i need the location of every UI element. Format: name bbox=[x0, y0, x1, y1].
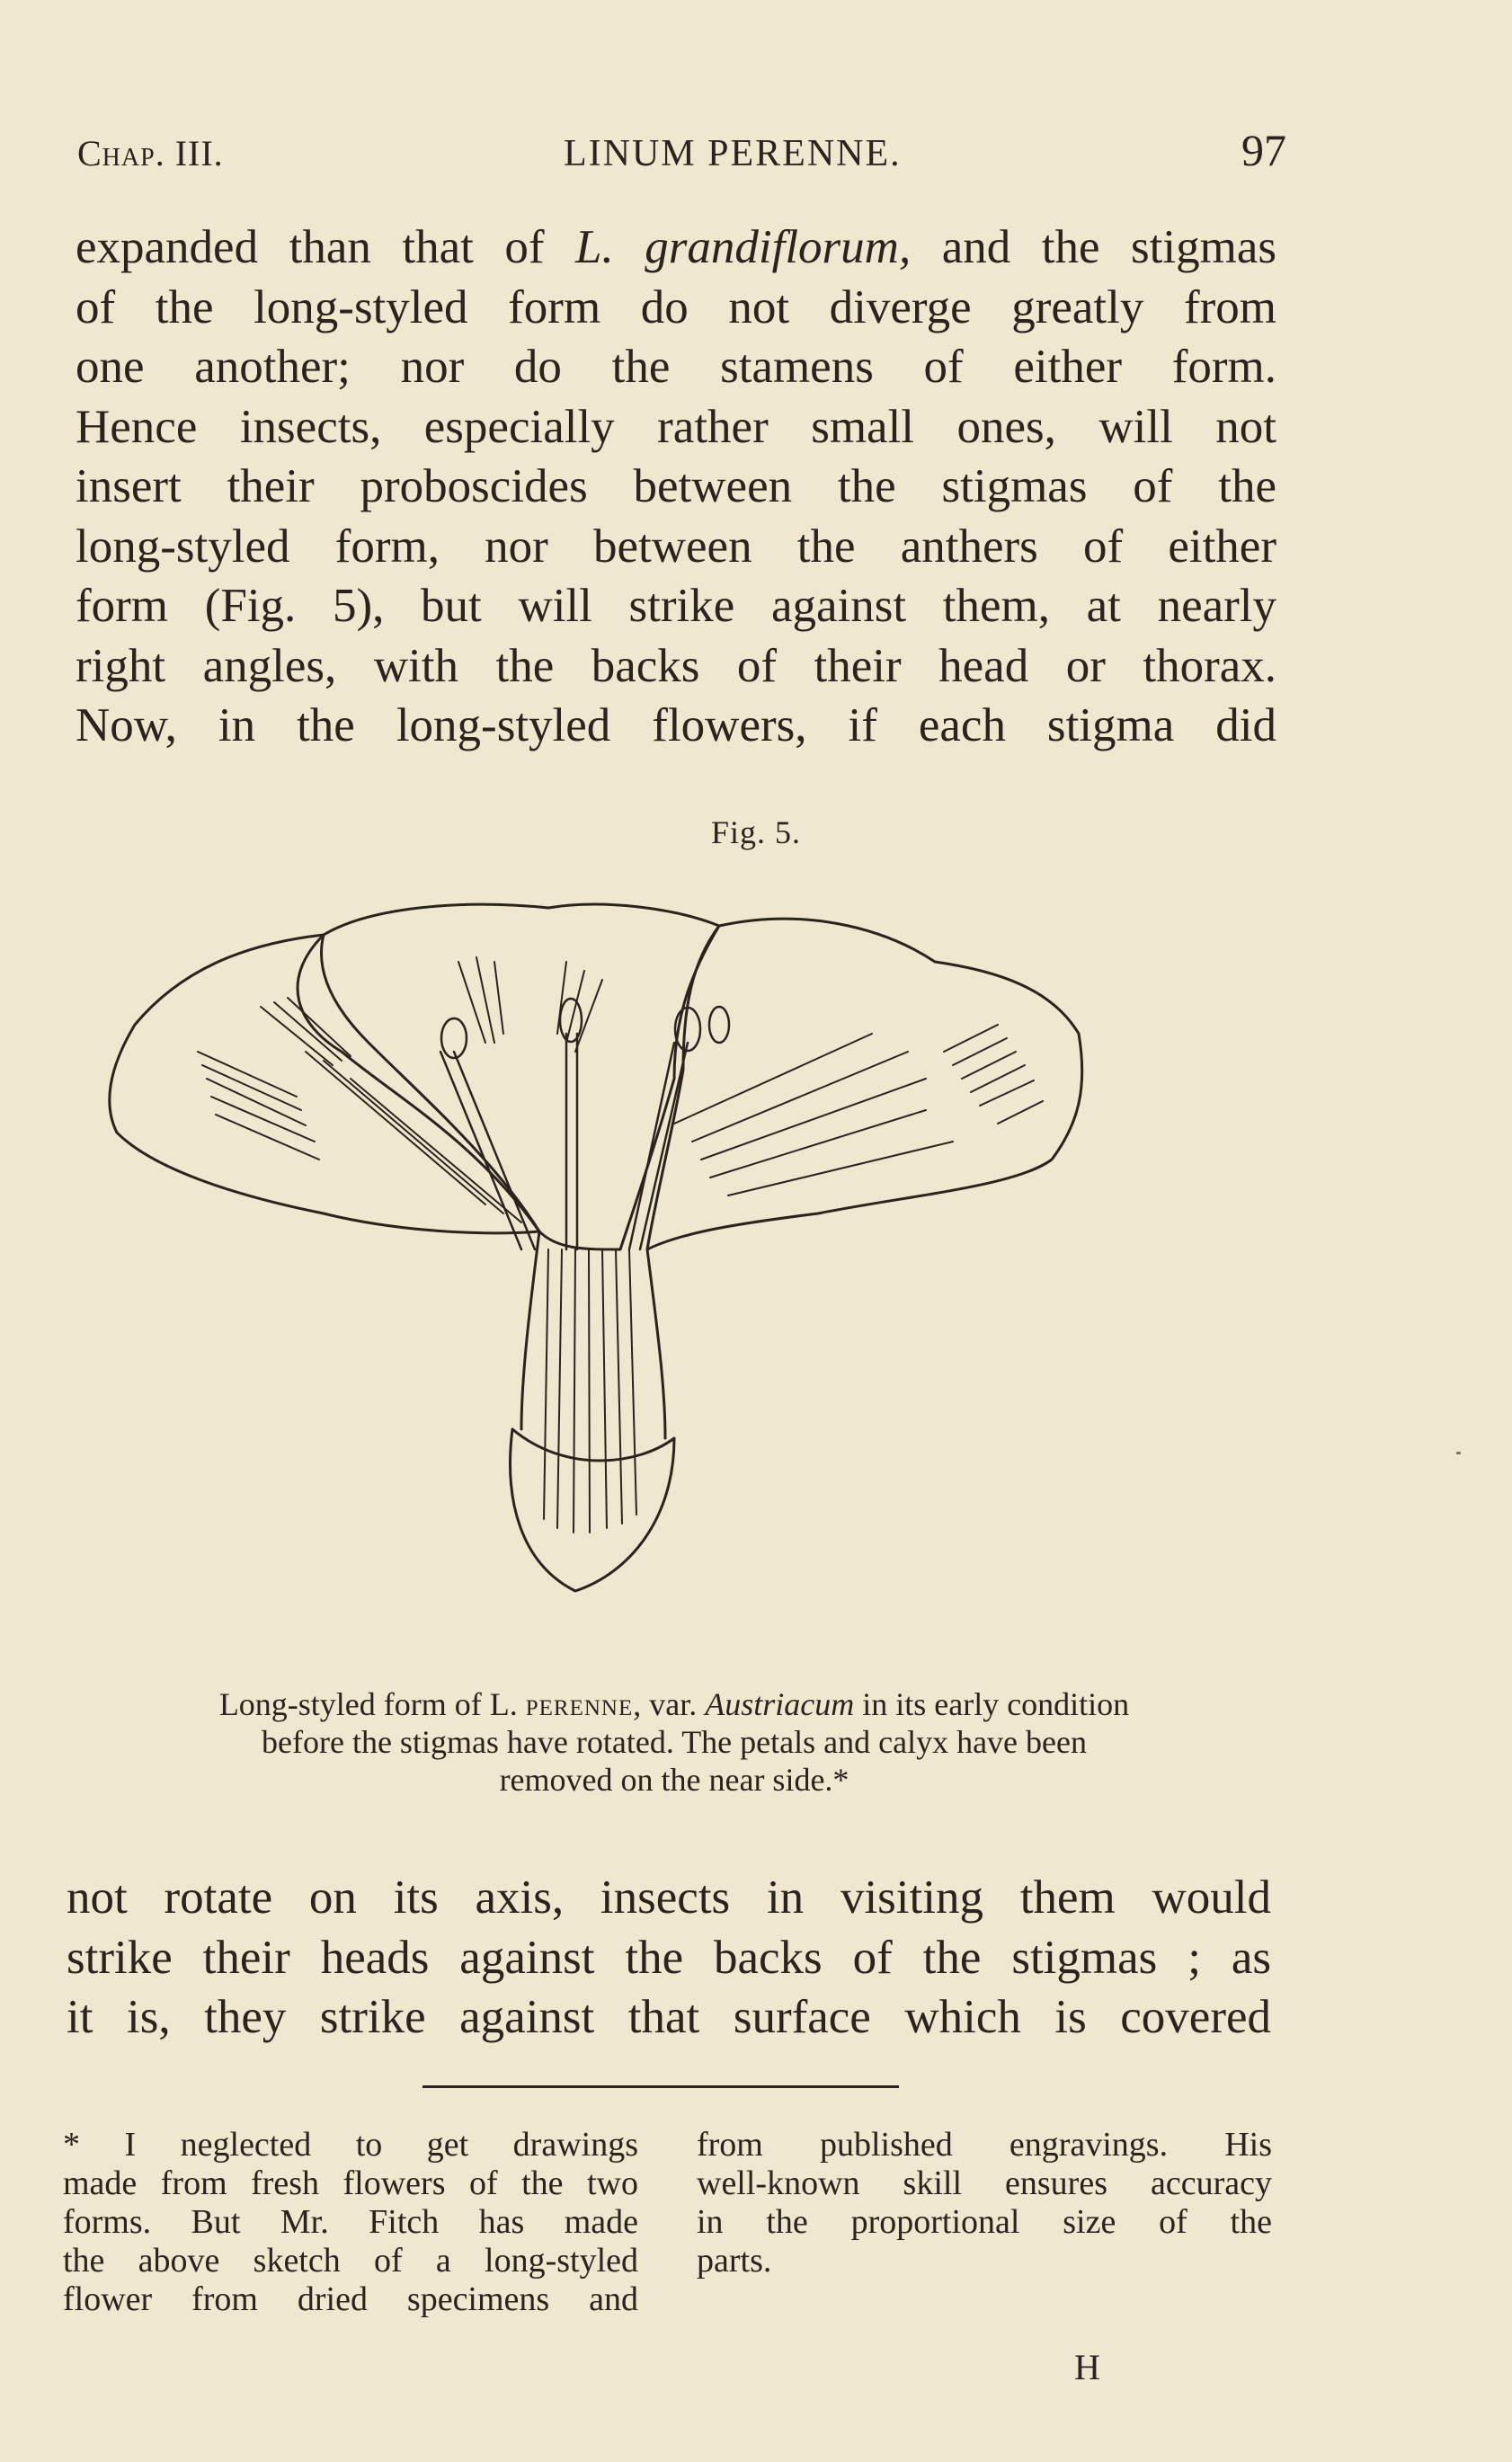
body-line: it is, they strike against that surface which is covered bbox=[67, 1991, 1271, 2043]
center-petal-veins bbox=[458, 957, 602, 1052]
right-petal-veins bbox=[674, 1025, 1043, 1195]
body-line: long-styled form, nor between the anthers of either bbox=[76, 520, 1276, 573]
footnote-line: in the proportional size of the bbox=[697, 2203, 1272, 2241]
body-line: not rotate on its axis, insects in visiting them would bbox=[67, 1871, 1271, 1924]
body-line: insert their proboscides between the stigmas of the bbox=[76, 460, 1276, 512]
chapter-label: Chap. III. bbox=[77, 133, 224, 173]
center-petal bbox=[321, 904, 719, 1249]
right-petal bbox=[647, 919, 1082, 1249]
running-title: LINUM PERENNE. bbox=[564, 133, 902, 174]
paper-speck bbox=[1456, 1452, 1461, 1454]
footnote-right-column bbox=[697, 2126, 1272, 2319]
footnote-line: flower from dried specimens and bbox=[63, 2280, 638, 2318]
page-number: 97 bbox=[1241, 125, 1286, 175]
body-line: Now, in the long-styled flowers, if each stigma did bbox=[76, 699, 1276, 751]
footnote-line: parts. bbox=[697, 2242, 772, 2280]
footnote-line: * I neglected to get drawings bbox=[63, 2126, 638, 2164]
caption-line-2: before the stigmas have rotated. The petals and calyx have been bbox=[262, 1724, 1087, 1760]
body-text-bottom bbox=[67, 1868, 1271, 2048]
calyx bbox=[511, 1429, 674, 1591]
body-text-top bbox=[76, 218, 1276, 756]
footnote-rule bbox=[422, 2085, 899, 2088]
caption-line-1: Long-styled form of L. perenne, var. Austriacum in its early condition bbox=[218, 1686, 1130, 1722]
body-line: right angles, with the backs of their head or thorax. bbox=[76, 639, 1276, 692]
footnote bbox=[63, 2126, 1272, 2319]
footnote-left-column bbox=[63, 2126, 638, 2319]
running-header bbox=[77, 124, 1286, 178]
body-line: of the long-styled form do not diverge greatly from bbox=[76, 280, 1276, 333]
figure-label: Fig. 5. bbox=[710, 814, 802, 850]
figure-caption bbox=[81, 1685, 1267, 1799]
body-line: Hence insects, especially rather small ones, will not bbox=[76, 400, 1276, 453]
footnote-line: made from fresh flowers of the two bbox=[63, 2164, 638, 2202]
footnote-line: from published engravings. His bbox=[697, 2126, 1272, 2164]
body-line: one another; nor do the stamens of either form. bbox=[76, 341, 1276, 393]
body-line: strike their heads against the backs of the stigmas ; as bbox=[67, 1931, 1271, 1984]
footnote-line: forms. But Mr. Fitch has made bbox=[63, 2203, 638, 2241]
body-line: expanded than that of L. grandiflorum, and the stigmas bbox=[76, 221, 1276, 273]
flower-illustration bbox=[99, 872, 1267, 1663]
footnote-line: the above sketch of a long-styled bbox=[63, 2242, 638, 2280]
corolla-tube bbox=[521, 1231, 665, 1438]
body-line: form (Fig. 5), but will strike against them, at nearly bbox=[76, 580, 1276, 632]
caption-line-3: removed on the near side.* bbox=[499, 1762, 849, 1798]
signature-mark: H bbox=[1074, 2347, 1100, 2387]
tube-lines bbox=[544, 1249, 636, 1533]
footnote-line: well-known skill ensures accuracy bbox=[697, 2164, 1272, 2202]
